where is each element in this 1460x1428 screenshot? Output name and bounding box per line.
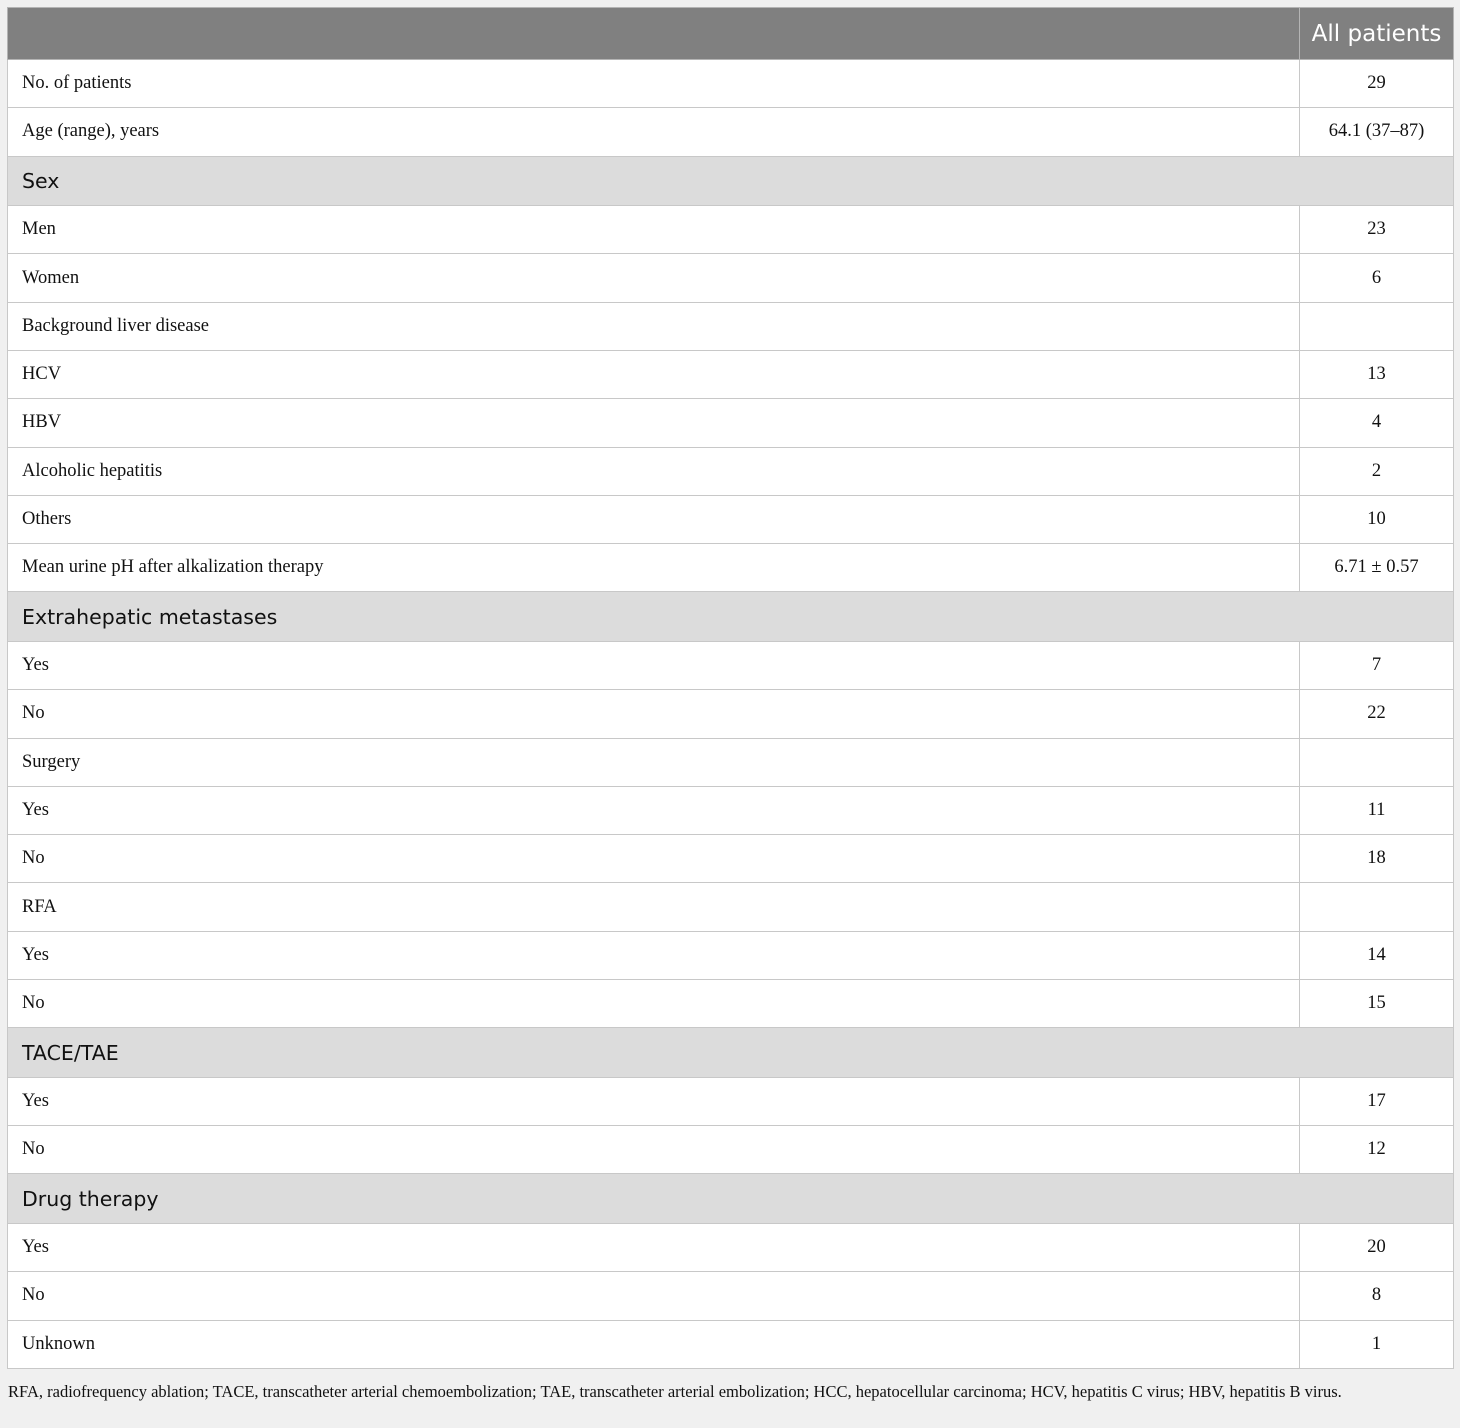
header-row	[8, 8, 1454, 60]
table-row	[8, 447, 1454, 495]
section-header-row	[8, 156, 1454, 206]
section-header-label: Extrahepatic metastases	[8, 592, 1454, 642]
row-label: Women	[8, 254, 1300, 302]
row-value: 6	[1300, 254, 1454, 302]
table-row	[8, 980, 1454, 1028]
table-row	[8, 786, 1454, 834]
table-row	[8, 206, 1454, 254]
table-row	[8, 690, 1454, 738]
table-row	[8, 641, 1454, 689]
row-value: 14	[1300, 931, 1454, 979]
header-label-cell	[8, 8, 1300, 60]
table-row	[8, 1320, 1454, 1368]
table-row	[8, 1272, 1454, 1320]
table-row	[8, 108, 1454, 156]
row-label: Men	[8, 206, 1300, 254]
row-value: 17	[1300, 1077, 1454, 1125]
row-value: 13	[1300, 350, 1454, 398]
row-label: No	[8, 980, 1300, 1028]
table-row	[8, 883, 1454, 931]
section-header-row	[8, 1174, 1454, 1224]
row-value: 15	[1300, 980, 1454, 1028]
row-value: 20	[1300, 1223, 1454, 1271]
row-label: Mean urine pH after alkalization therapy	[8, 544, 1300, 592]
row-label: No. of patients	[8, 60, 1300, 108]
section-header-label: Drug therapy	[8, 1174, 1454, 1224]
table-footnote: RFA, radiofrequency ablation; TACE, transcatheter arterial chemoembolization; TAE, transcatheter arterial embolization; HCC, hepatocellular carcinoma; HCV, hepatitis C virus; HBV, hepatitis B virus.	[8, 1382, 1342, 1401]
table-row	[8, 544, 1454, 592]
row-value	[1300, 302, 1454, 350]
row-label: Age (range), years	[8, 108, 1300, 156]
row-value: 11	[1300, 786, 1454, 834]
row-value: 12	[1300, 1126, 1454, 1174]
row-value: 64.1 (37–87)	[1300, 108, 1454, 156]
row-label: Surgery	[8, 738, 1300, 786]
row-label: Others	[8, 495, 1300, 543]
table-row	[8, 1223, 1454, 1271]
row-label: Yes	[8, 786, 1300, 834]
row-label: No	[8, 835, 1300, 883]
row-label: No	[8, 1272, 1300, 1320]
row-label: Alcoholic hepatitis	[8, 447, 1300, 495]
row-value: 23	[1300, 206, 1454, 254]
row-value: 6.71 ± 0.57	[1300, 544, 1454, 592]
header-all-patients: All patients	[1300, 8, 1454, 60]
row-value: 7	[1300, 641, 1454, 689]
row-label: No	[8, 1126, 1300, 1174]
table-row	[8, 931, 1454, 979]
section-header-label: TACE/TAE	[8, 1028, 1454, 1078]
table-header	[8, 8, 1454, 60]
patient-characteristics-table-container	[7, 7, 1453, 1369]
row-value: 4	[1300, 399, 1454, 447]
row-value	[1300, 738, 1454, 786]
row-label: RFA	[8, 883, 1300, 931]
row-label: HBV	[8, 399, 1300, 447]
table-row	[8, 738, 1454, 786]
row-label: Yes	[8, 641, 1300, 689]
row-label: Background liver disease	[8, 302, 1300, 350]
row-value: 18	[1300, 835, 1454, 883]
section-header-row	[8, 1028, 1454, 1078]
row-label: Yes	[8, 1223, 1300, 1271]
row-label: Yes	[8, 931, 1300, 979]
table-body	[8, 60, 1454, 1369]
section-header-row	[8, 592, 1454, 642]
table-row	[8, 399, 1454, 447]
row-value: 29	[1300, 60, 1454, 108]
table-row	[8, 254, 1454, 302]
section-header-label: Sex	[8, 156, 1454, 206]
row-label: No	[8, 690, 1300, 738]
table-row	[8, 1077, 1454, 1125]
table-row	[8, 60, 1454, 108]
row-label: Unknown	[8, 1320, 1300, 1368]
row-label: Yes	[8, 1077, 1300, 1125]
table-row	[8, 350, 1454, 398]
table-row	[8, 1126, 1454, 1174]
patient-characteristics-table	[7, 7, 1454, 1369]
table-row	[8, 495, 1454, 543]
row-value: 2	[1300, 447, 1454, 495]
row-label: HCV	[8, 350, 1300, 398]
row-value: 1	[1300, 1320, 1454, 1368]
table-row	[8, 835, 1454, 883]
row-value: 22	[1300, 690, 1454, 738]
row-value: 8	[1300, 1272, 1454, 1320]
row-value	[1300, 883, 1454, 931]
row-value: 10	[1300, 495, 1454, 543]
table-row	[8, 302, 1454, 350]
